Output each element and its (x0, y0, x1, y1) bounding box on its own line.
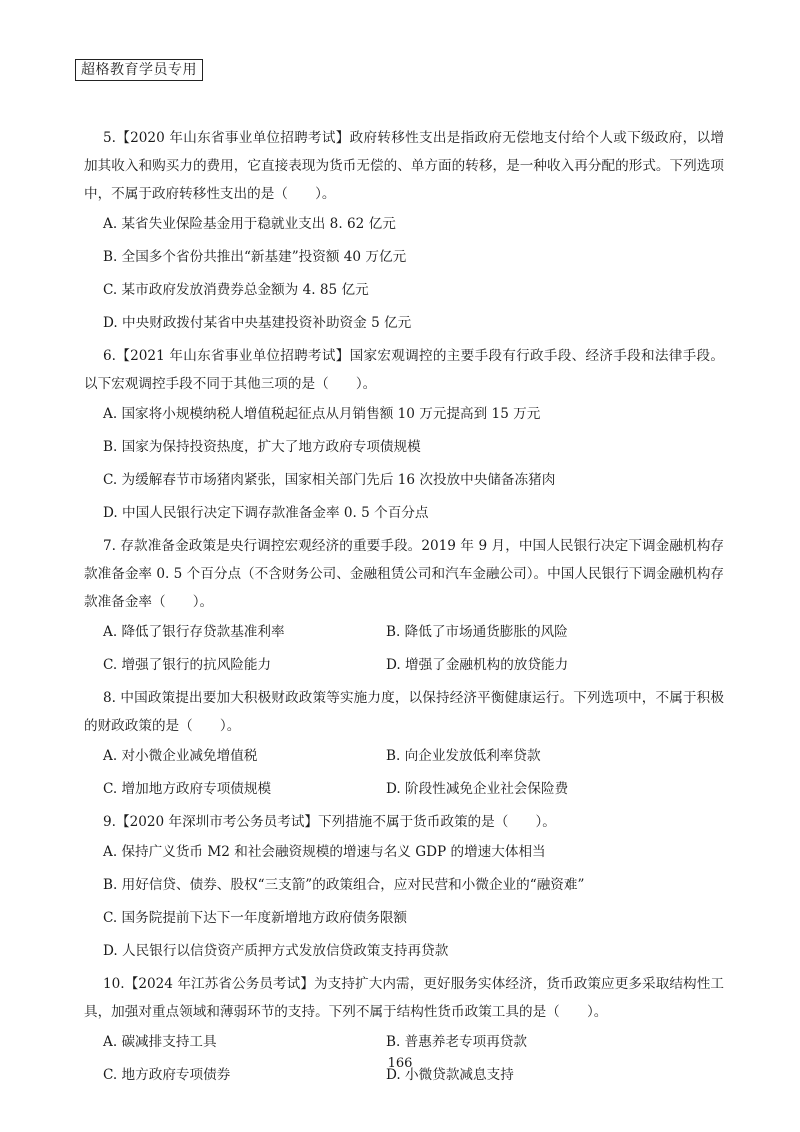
question-5 (84, 124, 724, 340)
question-stem: 8. 中国政策提出要加大积极财政政策等实施力度，以保持经济平衡健康运行。下列选项中，不属于积极的财政政策的是（ ）。 (84, 690, 724, 734)
option-a: A. 降低了银行存贷款基准利率 (103, 624, 285, 640)
option-d: D. 小微贷款减息支持 (386, 1067, 514, 1083)
option-c: C. 地方政府专项债券 (103, 1067, 231, 1083)
page-number: 166 (387, 1056, 413, 1071)
header-label: 超格教育学员专用 (75, 59, 203, 81)
option-row (84, 740, 724, 773)
option-c: C. 增强了银行的抗风险能力 (103, 657, 272, 673)
option-row (84, 649, 724, 682)
option-c: C. 某市政府发放消费券总金额为 4. 85 亿元 (103, 282, 369, 298)
question-6 (84, 342, 724, 530)
option-a: A. 某省失业保险基金用于稳就业支出 8. 62 亿元 (103, 216, 396, 232)
option-d: D. 中央财政拨付某省中央基建投资补助资金 5 亿元 (103, 315, 412, 331)
option-a: A. 对小微企业减免增值税 (103, 748, 258, 764)
option-c: C. 增加地方政府专项债规模 (103, 781, 272, 797)
question-stem: 9.【2020 年深圳市考公务员考试】下列措施不属于货币政策的是（ ）。 (103, 814, 556, 830)
question-9 (84, 808, 724, 968)
question-list (84, 124, 724, 1094)
option-b: B. 向企业发放低利率贷款 (386, 748, 541, 764)
question-7 (84, 532, 724, 682)
question-8 (84, 684, 724, 806)
option-b: B. 普惠养老专项再贷款 (386, 1034, 527, 1050)
option-row (84, 616, 724, 649)
option-d: D. 人民银行以信贷资产质押方式发放信贷政策支持再贷款 (103, 943, 449, 959)
option-b: B. 全国多个省份共推出“新基建”投资额 40 万亿元 (103, 249, 407, 265)
option-a: A. 国家将小规模纳税人增值税起征点从月销售额 10 万元提高到 15 万元 (103, 406, 541, 422)
option-a: A. 碳减排支持工具 (103, 1034, 217, 1050)
option-d: D. 中国人民银行决定下调存款准备金率 0. 5 个百分点 (103, 505, 429, 521)
option-d: D. 增强了金融机构的放贷能力 (386, 657, 569, 673)
option-row (84, 773, 724, 806)
option-d: D. 阶段性减免企业社会保险费 (386, 781, 569, 797)
option-c: C. 国务院提前下达下一年度新增地方政府债务限额 (103, 910, 408, 926)
option-b: B. 降低了市场通货膨胀的风险 (386, 624, 568, 640)
option-row (84, 1026, 724, 1059)
option-a: A. 保持广义货币 M2 和社会融资规模的增速与名义 GDP 的增速大体相当 (103, 844, 546, 860)
question-stem: 7. 存款准备金政策是央行调控宏观经济的重要手段。2019 年 9 月，中国人民银行决定下调金融机构存款准备金率 0. 5 个百分点（不含财务公司、金融租赁公司和汽车金融公司）。中国人民银行下调金融机构存款准备金率（ ）。 (84, 538, 724, 610)
question-stem: 5.【2020 年山东省事业单位招聘考试】政府转移性支出是指政府无偿地支付给个人或下级政府，以增加其收入和购买力的费用，它直接表现为货币无偿的、单方面的转移，是一种收入再分配的形式。下列选项中，不属于政府转移性支出的是（ ）。 (84, 130, 724, 202)
option-b: B. 国家为保持投资热度，扩大了地方政府专项债规模 (103, 439, 421, 455)
question-10 (84, 970, 724, 1092)
question-stem: 6.【2021 年山东省事业单位招聘考试】国家宏观调控的主要手段有行政手段、经济手段和法律手段。以下宏观调控手段不同于其他三项的是（ ）。 (84, 348, 724, 392)
option-c: C. 为缓解春节市场猪肉紧张，国家相关部门先后 16 次投放中央储备冻猪肉 (103, 472, 556, 488)
option-b: B. 用好信贷、债券、股权“三支箭”的政策组合，应对民营和小微企业的“融资难” (103, 877, 585, 893)
question-stem: 10.【2024 年江苏省公务员考试】为支持扩大内需，更好服务实体经济，货币政策应更多采取结构性工具，加强对重点领域和薄弱环节的支持。下列不属于结构性货币政策工具的是（ ）。 (84, 976, 724, 1020)
